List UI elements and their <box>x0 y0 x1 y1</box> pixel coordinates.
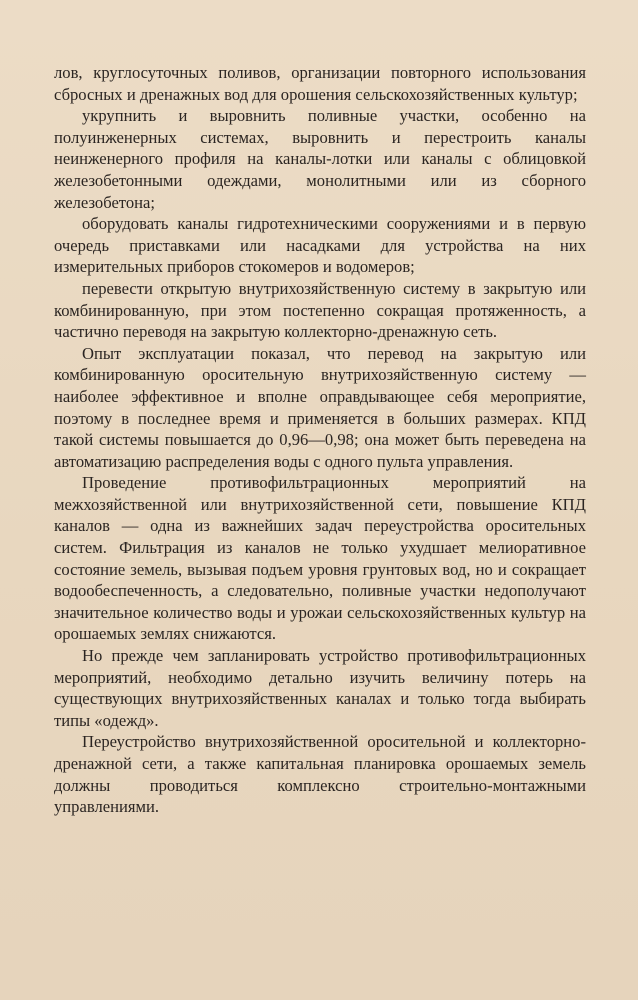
paragraph-enlarge-plots: укрупнить и выровнить поливные участки, особенно на полуинженерных системах, выровнить и перестроить каналы неинженерного профиля на каналы-лотки или каналы с облицовкой железобетонными одеждами, монолитными или из сборного железобетона; <box>54 106 586 212</box>
paragraph-anti-filtration: Проведение противофильтрационных мероприятий на межхозяйственной или внутрихозяйственной сети, повышение КПД каналов — одна из важнейших задач переустройства оросительных систем. Фильтрация из каналов не только ухудшает мелиоративное состояние земель, вызывая подъем уровня грунтовых вод, но и сокращает водообеспеченность, а следовательно, поливные участки недополучают значительное количество воды и урожаи сельскохозяйственных культур на орошаемых землях снижаются. <box>54 473 586 644</box>
paragraph-continuation: лов, круглосуточных поливов, организации повторного использования сбросных и дренажных вод для орошения сельскохозяйственных культур; <box>54 63 586 104</box>
paragraph-equip-canals: оборудовать каналы гидротехническими сооружениями и в первую очередь приставками или насадками для устройства на них измерительных приборов стокомеров и водомеров; <box>54 214 586 277</box>
paragraph-study-losses: Но прежде чем запланировать устройство противофильтрационных мероприятий, необходимо детально изучить величину потерь на существующих внутрихозяйственных каналах и только тогда выбирать типы «одежд». <box>54 646 586 730</box>
paragraph-reconstruction: Переустройство внутрихозяйственной оросительной и коллекторно-дренажной сети, а также капитальная планировка орошаемых земель должны проводиться комплексно строительно-монтажными управлениями. <box>54 732 586 817</box>
paragraph-operating-experience: Опыт эксплуатации показал, что перевод на закрытую или комбинированную оросительную внутрихозяйственную систему — наиболее эффективное и вполне оправдывающее себя мероприятие, поэтому в последнее время и применяется в больших размерах. КПД такой системы повышается до 0,96—0,98; она может быть переведена на автоматизацию распределения воды с одного пульта управления. <box>54 343 586 471</box>
paragraph-convert-system: перевести открытую внутрихозяйственную систему в закрытую или комбинированную, при этом постепенно сокращая протяженность, а частично переводя на закрытую коллекторно-дренажную сеть. <box>54 278 586 342</box>
